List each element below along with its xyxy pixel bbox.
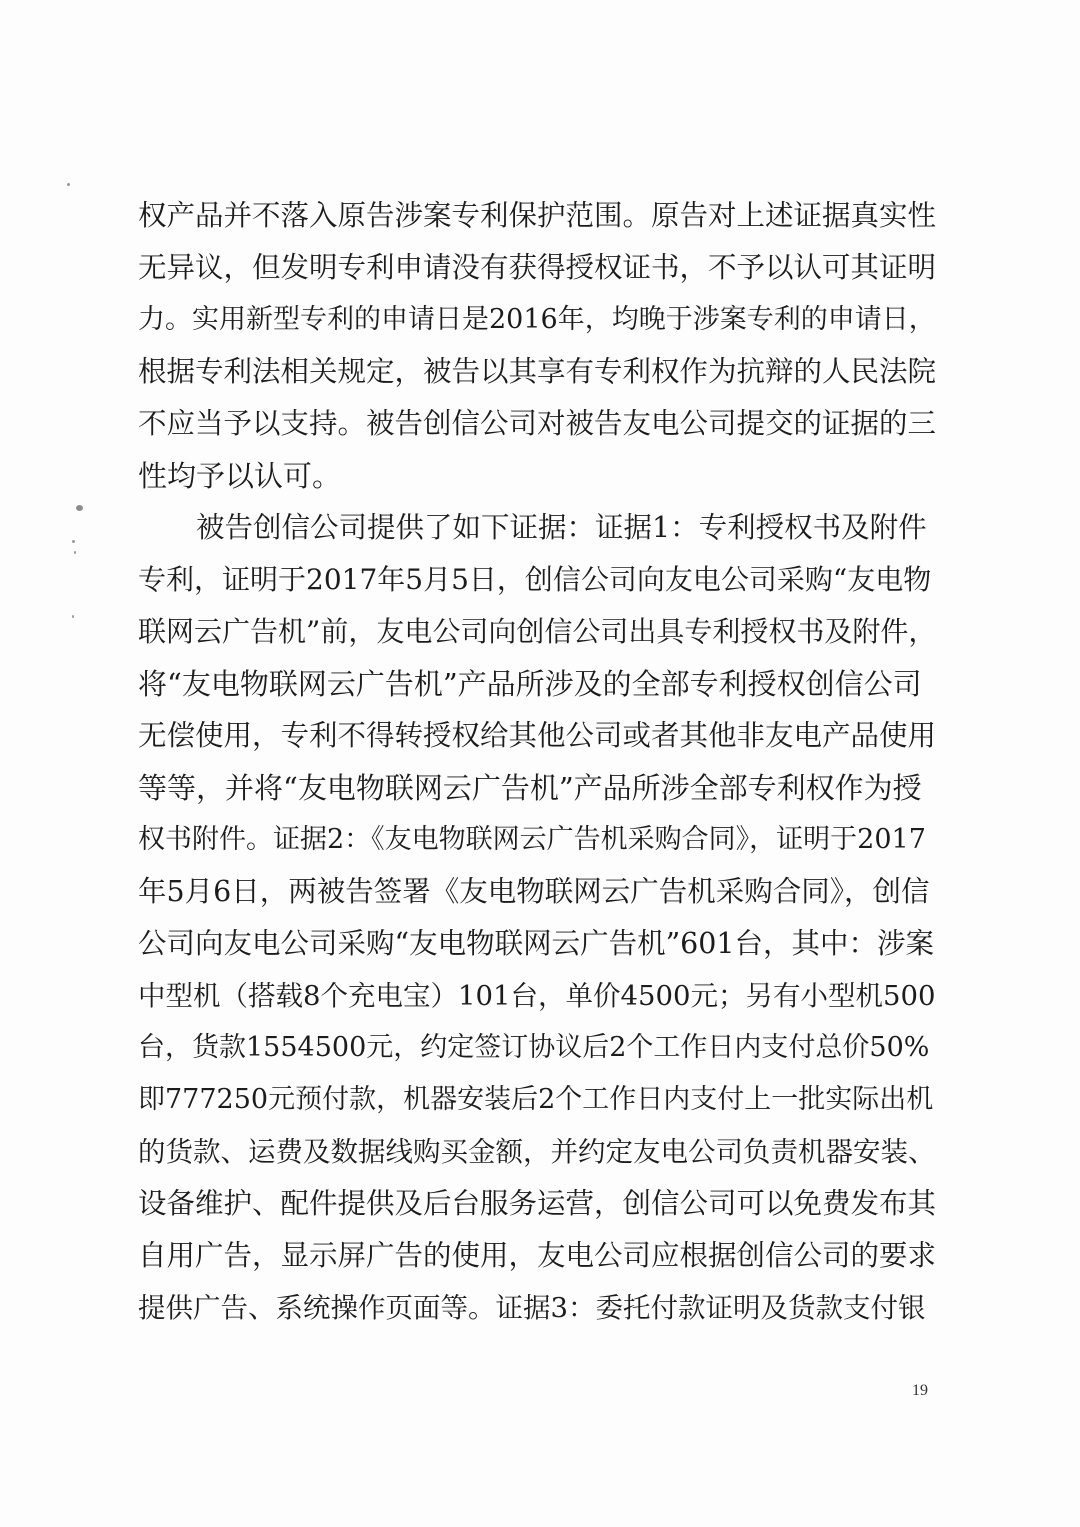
scan-speck — [76, 505, 83, 511]
text-line: 提供广告、系统操作页面等。证据3：委托付款证明及货款支付银 — [138, 1292, 926, 1324]
text-line: 权书附件。证据2：《友电物联网云广告机采购合同》，证明于2017 — [138, 824, 926, 855]
text-line: 自用广告，显示屏广告的使用，友电公司应根据创信公司的要求 — [138, 1239, 937, 1272]
text-line: 被告创信公司提供了如下证据：证据1：专利授权书及附件 — [196, 511, 927, 544]
scan-speck — [72, 540, 75, 543]
scan-speck — [74, 551, 76, 554]
page-number: 19 — [912, 1382, 928, 1399]
text-line: 力。实用新型专利的申请日是2016年，均晚于涉案专利的申请日， — [138, 304, 936, 335]
text-line: 台，货款1554500元，约定签订协议后2个工作日内支付总价50% — [138, 1032, 930, 1063]
scan-speck — [67, 183, 70, 186]
text-line: 无偿使用，专利不得转授权给其他公司或者其他非友电产品使用 — [138, 719, 937, 752]
text-line: 的货款、运费及数据线购买金额，并约定友电公司负责机器安装、 — [138, 1136, 936, 1168]
text-line: 不应当予以支持。被告创信公司对被告友电公司提交的证据的三 — [138, 407, 937, 440]
text-line: 中型机（搭载8个充电宝）101台，单价4500元；另有小型机500 — [138, 980, 936, 1012]
text-line: 设备维护、配件提供及后台服务运营，创信公司可以免费发布其 — [138, 1187, 937, 1220]
text-line: 无异议，但发明专利申请没有获得授权证书，不予以认可其证明 — [138, 251, 937, 284]
scan-speck — [72, 615, 74, 618]
text-line: 专利，证明于2017年5月5日，创信公司向友电公司采购“友电物 — [138, 563, 932, 596]
text-line: 将“友电物联网云广告机”产品所涉及的全部专利授权创信公司 — [138, 667, 922, 701]
text-line: 性均予以认可。 — [138, 459, 342, 493]
text-line: 等等，并将“友电物联网云广告机”产品所涉全部专利权作为授 — [138, 771, 922, 805]
text-line: 公司向友电公司采购“友电物联网云广告机”601台，其中：涉案 — [138, 927, 935, 960]
text-line: 权产品并不落入原告涉案专利保护范围。原告对上述证据真实性 — [138, 199, 937, 232]
text-line: 联网云广告机”前，友电公司向创信公司出具专利授权书及附件， — [138, 615, 937, 648]
text-line: 即777250元预付款，机器安装后2个工作日内支付上一批实际出机 — [138, 1084, 934, 1115]
text-line: 根据专利法相关规定，被告以其享有专利权作为抗辩的人民法院 — [138, 355, 937, 388]
text-line: 年5月6日，两被告签署《友电物联网云广告机采购合同》，创信 — [138, 875, 930, 908]
